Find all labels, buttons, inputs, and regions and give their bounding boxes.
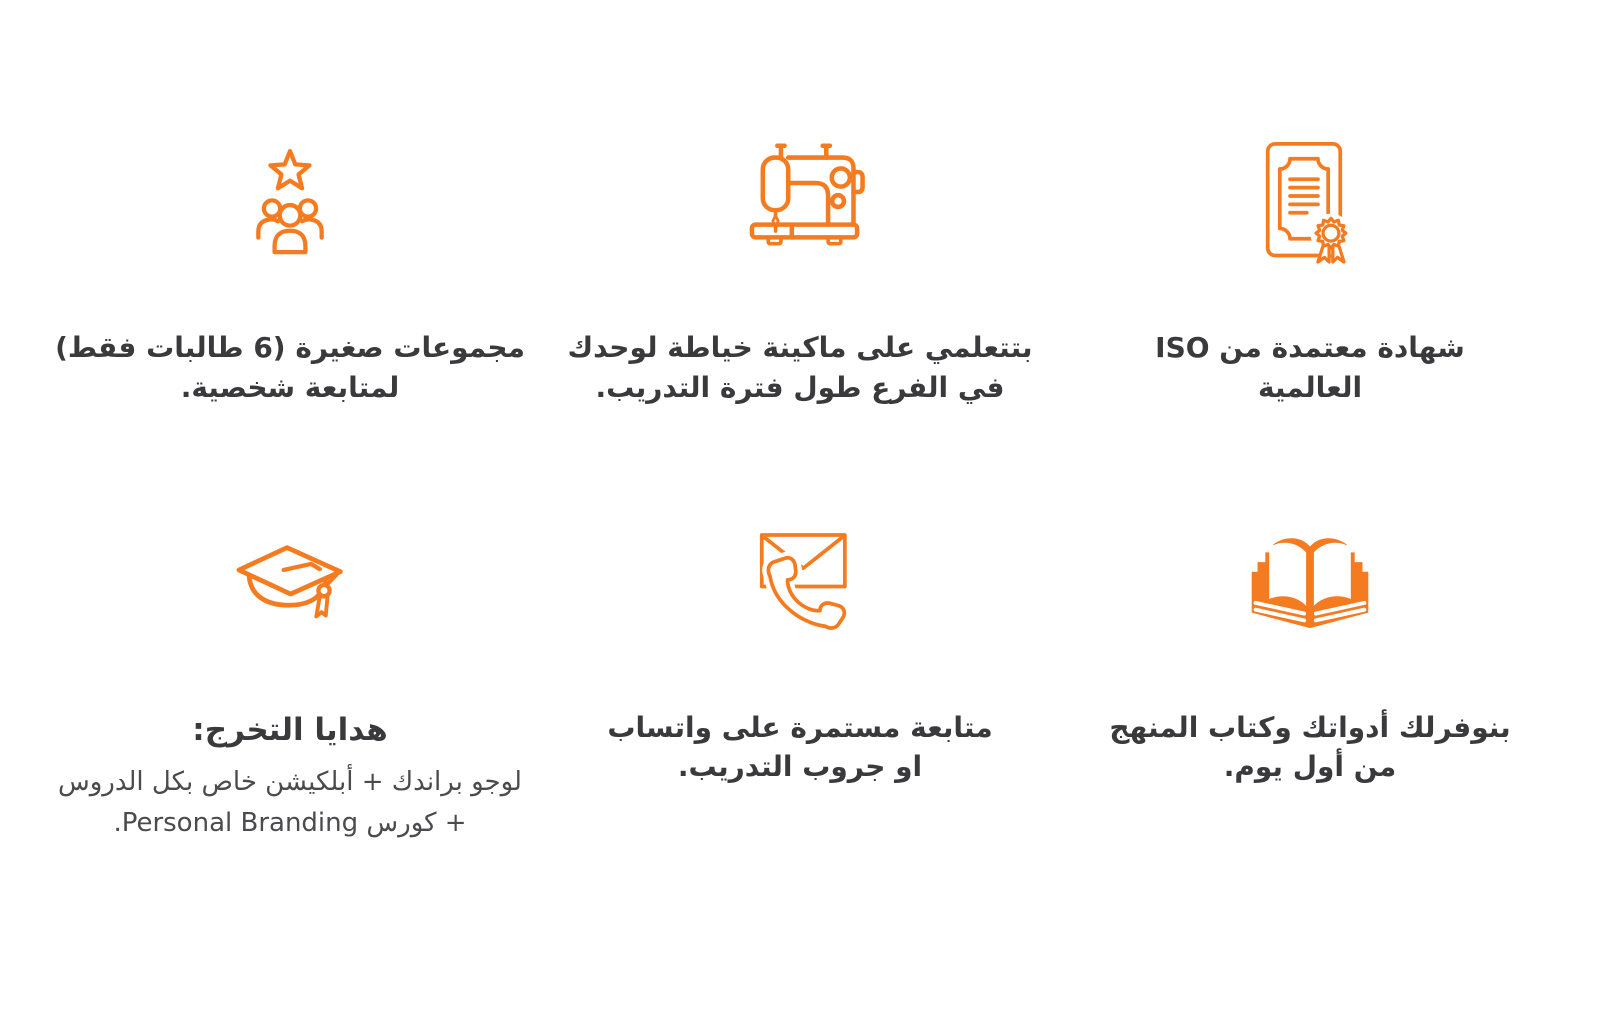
- feature-line: لوجو براندك + أبلكيشن خاص بكل الدروس: [58, 766, 522, 797]
- feature-line: بتتعلمي على ماكينة خياطة لوحدك: [567, 331, 1033, 364]
- feature-line: في الفرع طول فترة التدريب.: [595, 370, 1005, 404]
- feature-card-sewing-machine: [545, 126, 1055, 408]
- feature-caption-groups: [55, 328, 525, 408]
- mail-phone-icon-svg: [750, 530, 850, 633]
- feature-card-small-groups: [35, 126, 545, 408]
- certificate-medal-icon-svg: [1264, 140, 1357, 265]
- feature-card-whatsapp-followup: [545, 506, 1055, 844]
- feature-line: + كورس Personal Branding.: [113, 807, 467, 838]
- graduation-cap-icon-svg: [232, 539, 349, 625]
- feature-card-iso-certificate: [1055, 126, 1565, 408]
- open-book-icon: [1242, 506, 1378, 658]
- gifts-heading: هدايا التخرج:: [192, 711, 388, 748]
- feature-caption-sewing: [567, 328, 1032, 408]
- feature-line: شهادة معتمدة من ISO: [1155, 331, 1465, 364]
- sewing-machine-icon-svg: [732, 143, 868, 261]
- feature-card-graduation-gifts: [35, 506, 545, 844]
- mail-phone-icon: [750, 506, 850, 658]
- feature-caption-gifts: [58, 708, 522, 844]
- certificate-medal-icon: [1264, 126, 1357, 278]
- feature-line: مجموعات صغيرة (6 طالبات فقط): [55, 331, 525, 364]
- users-star-icon-svg: [247, 146, 333, 259]
- feature-line: متابعة مستمرة على واتساب: [607, 710, 993, 744]
- feature-line: العالمية: [1257, 370, 1363, 404]
- page-root: [0, 126, 1600, 1026]
- users-star-icon: [247, 126, 333, 278]
- feature-line: لمتابعة شخصية.: [180, 370, 400, 404]
- feature-caption-whatsapp: [607, 708, 992, 788]
- graduation-cap-icon: [232, 506, 349, 658]
- feature-line: او جروب التدريب.: [677, 750, 923, 784]
- feature-caption-book: [1109, 708, 1510, 788]
- feature-line: من أول يوم.: [1223, 750, 1397, 784]
- open-book-icon-svg: [1242, 527, 1378, 636]
- sewing-machine-icon: [732, 126, 868, 278]
- features-grid: [35, 126, 1565, 844]
- feature-card-tools-book: [1055, 506, 1565, 844]
- feature-line: بنوفرلك أدواتك وكتاب المنهج: [1109, 710, 1511, 744]
- feature-caption-iso: [1155, 328, 1465, 408]
